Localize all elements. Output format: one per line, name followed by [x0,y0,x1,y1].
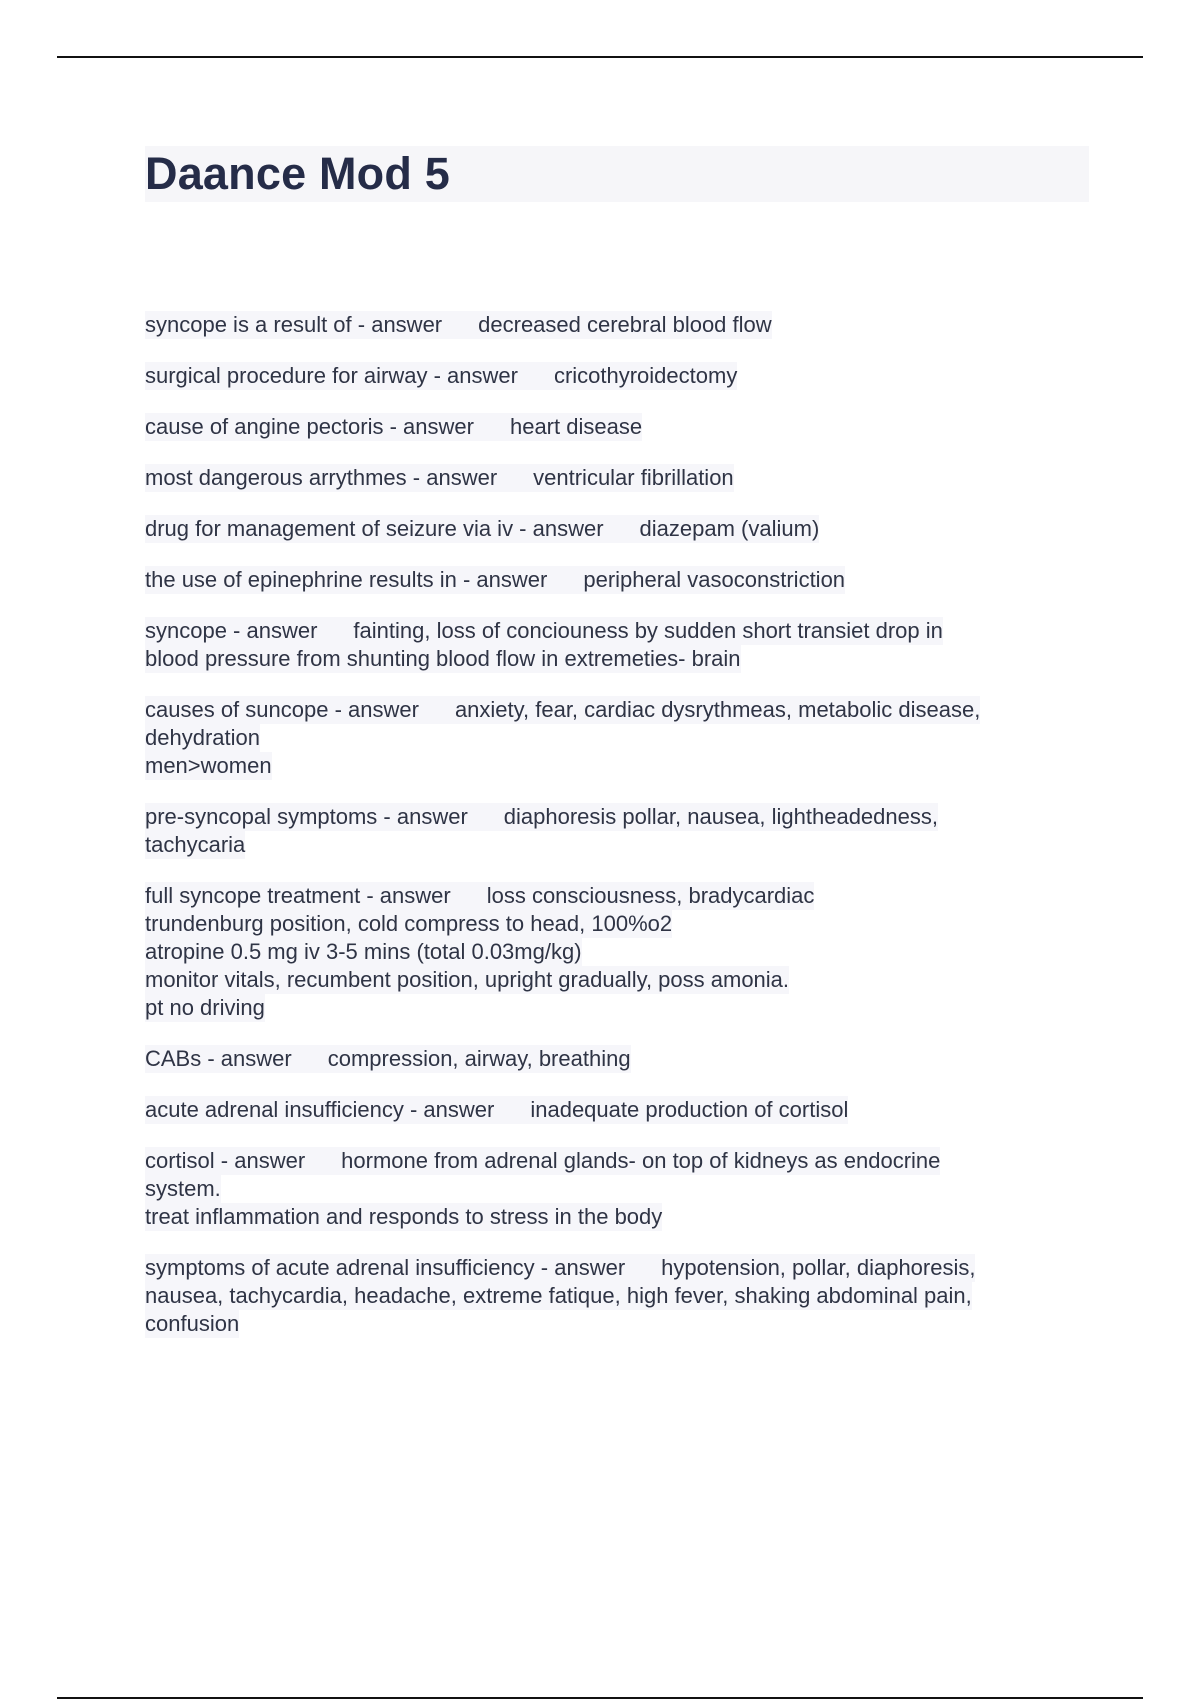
flashcard-line [145,311,772,339]
flashcard-question: cortisol - answer [145,1148,306,1173]
flashcard-answer-continuation: trundenburg position, cold compress to head, 100%o2 [145,911,673,936]
flashcard-item [145,696,1095,780]
flashcard-answer-continuation: blood pressure from shunting blood flow in extremeties- brain [145,646,741,671]
flashcard-question: syncope is a result of - answer [145,312,443,337]
flashcard-answer-continuation: dehydration [145,725,260,750]
flashcard-question: most dangerous arrythmes - answer [145,465,498,490]
bottom-rule [57,1697,1143,1699]
flashcard-question: surgical procedure for airway - answer [145,363,518,388]
flashcard-answer: hormone from adrenal glands- on top of kidneys as endocrine [341,1148,941,1173]
flashcard-question: the use of epinephrine results in - answer [145,567,548,592]
flashcard-item [145,1254,1095,1338]
flashcard-answer-continuation: monitor vitals, recumbent position, upright gradually, poss amonia. [145,967,790,992]
flashcard-answer: anxiety, fear, cardiac dysrythmeas, metabolic disease, [454,697,981,722]
flashcard-item [145,1147,1095,1231]
flashcard-answer: diaphoresis pollar, nausea, lightheadedness, [503,804,938,829]
flashcard-question: symptoms of acute adrenal insufficiency - answer [145,1255,626,1280]
flashcard-item [145,566,1095,594]
flashcard-answer: hypotension, pollar, diaphoresis, [661,1255,976,1280]
flashcard-answer-continuation: tachycaria [145,832,246,857]
flashcard-item [145,464,1095,492]
flashcard-question: full syncope treatment - answer [145,883,451,908]
flashcard-question: cause of angine pectoris - answer [145,414,474,439]
flashcard-answer: cricothyroidectomy [553,363,738,388]
flashcard-item [145,803,1095,859]
flashcard-line [145,1045,631,1073]
flashcard-item [145,515,1095,543]
flashcard-answer: loss consciousness, bradycardiac [486,883,815,908]
flashcard-answer-continuation: pt no driving [145,995,265,1020]
flashcard-item [145,1045,1095,1073]
flashcard-answer: compression, airway, breathing [327,1046,631,1071]
flashcard-item [145,311,1095,339]
flashcard-answer: decreased cerebral blood flow [478,312,772,337]
flashcard-answer-continuation: treat inflammation and responds to stress in the body [145,1204,663,1229]
flashcard-item [145,362,1095,390]
flashcard-answer-continuation: confusion [145,1311,240,1336]
flashcard-answer: heart disease [509,414,643,439]
flashcard-line [145,803,938,831]
flashcard-line [145,413,642,441]
flashcard-line [145,515,819,543]
document-title: Daance Mod 5 [145,148,450,199]
top-rule [57,56,1143,58]
flashcard-line [145,882,814,910]
flashcard-line [145,696,980,724]
flashcard-answer: ventricular fibrillation [533,465,734,490]
flashcard-answer-continuation: men>women [145,753,272,778]
flashcard-answer-continuation: nausea, tachycardia, headache, extreme fatique, high fever, shaking abdominal pain, [145,1283,972,1308]
flashcard-question: causes of suncope - answer [145,697,419,722]
flashcard-line [145,1147,940,1175]
flashcard-answer: diazepam (valium) [639,516,820,541]
flashcard-question: pre-syncopal symptoms - answer [145,804,468,829]
flashcard-answer: peripheral vasoconstriction [583,567,846,592]
flashcard-answer: inadequate production of cortisol [530,1097,849,1122]
flashcard-item [145,882,1095,1022]
flashcard-line [145,617,943,645]
flashcard-question: CABs - answer [145,1046,292,1071]
flashcard-line [145,362,737,390]
flashcard-question: drug for management of seizure via iv - answer [145,516,604,541]
flashcard-question: acute adrenal insufficiency - answer [145,1097,495,1122]
flashcard-list [145,311,1095,1361]
flashcard-item [145,413,1095,441]
flashcard-line [145,464,734,492]
flashcard-answer: fainting, loss of conciouness by sudden short transiet drop in [353,618,943,643]
flashcard-item [145,1096,1095,1124]
flashcard-answer-continuation: system. [145,1176,221,1201]
flashcard-line [145,1254,975,1282]
flashcard-question: syncope - answer [145,618,318,643]
flashcard-item [145,617,1095,673]
flashcard-line [145,566,845,594]
flashcard-answer-continuation: atropine 0.5 mg iv 3-5 mins (total 0.03mg/kg) [145,939,582,964]
title-block [145,146,1089,202]
flashcard-line [145,1096,848,1124]
